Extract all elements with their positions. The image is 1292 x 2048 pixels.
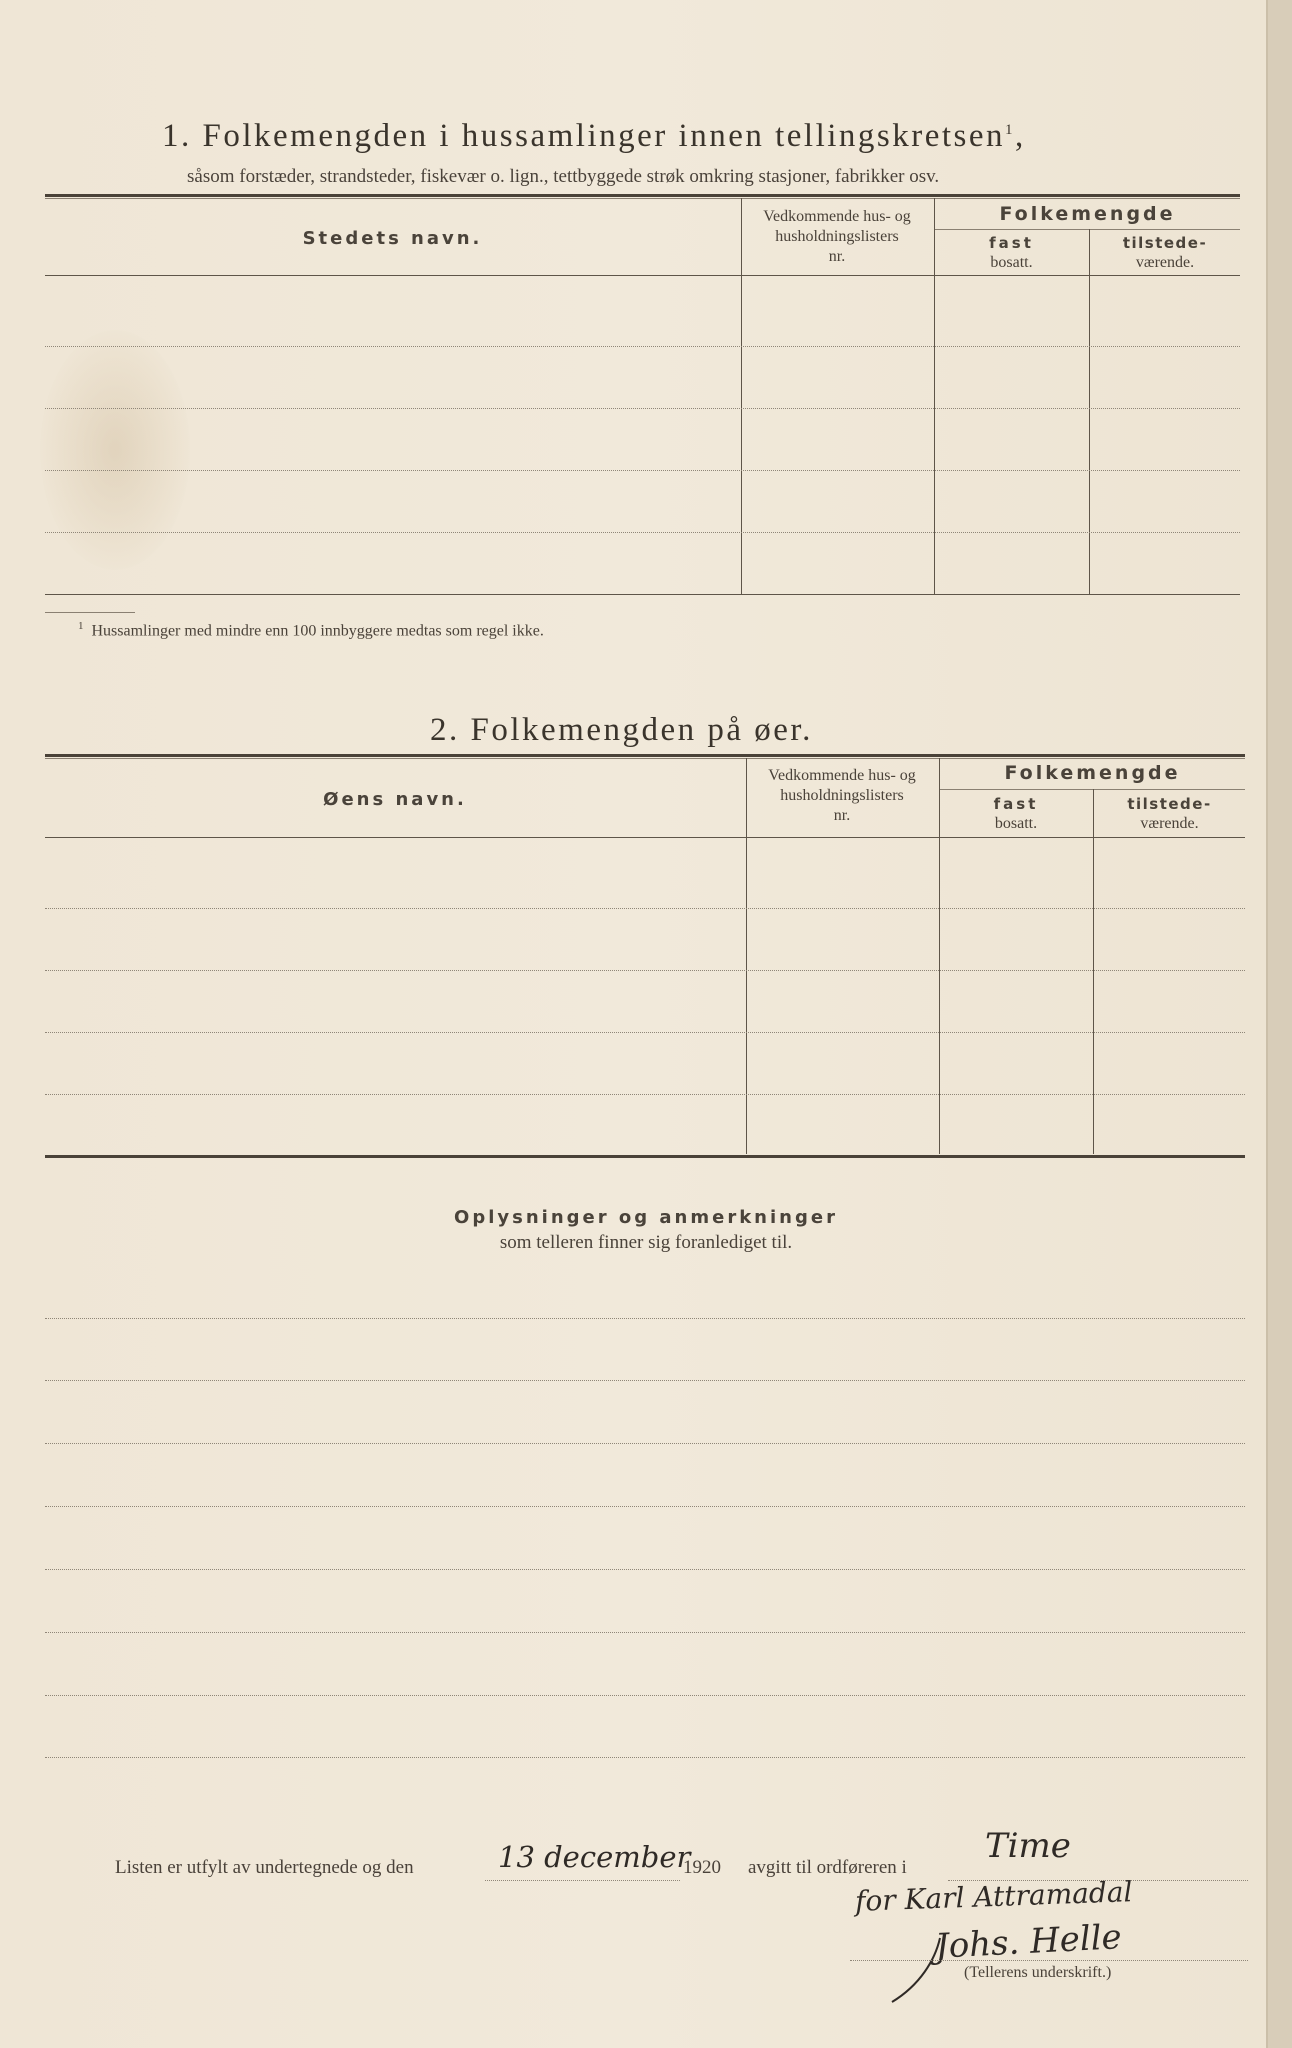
signature-text-before: Listen er utfylt av undertegnede og den — [115, 1857, 414, 1878]
section2-col-tilstede-line2: værende. — [1140, 815, 1199, 832]
paper-stain — [40, 330, 190, 570]
section1-title-text: 1. Folkemengden i hussamlinger innen tellingskretsen — [162, 118, 1006, 154]
section2-col-tilstede — [1094, 794, 1245, 834]
signature-fill-line — [850, 1960, 1248, 1961]
section2-col-place: Øens navn. — [323, 789, 467, 810]
notes-line — [45, 1318, 1245, 1319]
signature-date-hand: 13 december — [498, 1840, 691, 1874]
section1-vline-2 — [934, 198, 935, 594]
notes-line — [45, 1443, 1245, 1444]
section2-row-rule — [45, 1094, 1245, 1095]
date-fill-line — [485, 1880, 680, 1881]
notes-line — [45, 1695, 1245, 1696]
section1-subtitle: såsom forstæder, strandsteder, fiskevær o. lign., tettbyggede strøk omkring stasjoner, fabrikker osv. — [187, 166, 940, 187]
section1-col-list — [742, 207, 932, 267]
section2-col-fast-line1: fast — [993, 795, 1039, 813]
signature-year: 1920 — [683, 1857, 721, 1878]
section1-col-tilstede-line2: værende. — [1135, 254, 1195, 271]
notes-line — [45, 1757, 1245, 1758]
section1-title: 1. Folkemengden i hussamlinger innen tellingskretsen$^1$, — [162, 118, 1026, 154]
section1-vline-1 — [741, 198, 742, 594]
section1-pop-divider — [935, 229, 1240, 230]
signature-sign-hand: Johs. Helle — [934, 1917, 1123, 1967]
section1-row-rule — [45, 346, 1240, 347]
section2-bottom-rule — [45, 1155, 1245, 1158]
section1-row-rule — [45, 470, 1240, 471]
signature-for-hand: for Karl Attramadal — [854, 1875, 1133, 1918]
section1-col-tilstede — [1090, 233, 1240, 273]
section1-col-list-line2: husholdningslisters — [775, 228, 899, 245]
section1-top-rule — [45, 194, 1240, 197]
section1-vline-3 — [1089, 229, 1090, 594]
signature-flourish — [880, 1930, 960, 2010]
section2-col-population: Folkemengde — [1004, 762, 1181, 784]
footnote-separator — [45, 612, 135, 613]
section1-footnote — [78, 620, 544, 640]
section2-col-list-line1: Vedkommende hus- og — [768, 767, 916, 784]
section2-title: 2. Folkemengden på øer. — [430, 712, 813, 748]
section1-col-fast-line1: fast — [989, 234, 1034, 252]
notes-line — [45, 1506, 1245, 1507]
section3-title: Oplysninger og anmerkninger — [454, 1207, 838, 1228]
section2-header-rule — [45, 837, 1245, 838]
section1-bottom-rule — [45, 594, 1240, 595]
section2-row-rule — [45, 970, 1245, 971]
section3-subtitle: som telleren finner sig foranlediget til. — [499, 1232, 793, 1253]
section1-col-place: Stedets navn. — [302, 228, 483, 249]
section1-top-rule-inner — [45, 198, 1240, 199]
signature-place-hand: Time — [985, 1826, 1071, 1866]
section2-col-fast — [940, 794, 1092, 834]
section1-col-fast-line2: bosatt. — [990, 254, 1033, 271]
signature-caption: (Tellerens underskrift.) — [964, 1964, 1112, 1981]
signature-text-mid: avgitt til ordføreren i — [748, 1857, 907, 1878]
section1-title-footnote-mark: 1 — [1005, 122, 1016, 138]
notes-line — [45, 1569, 1245, 1570]
section2-vline-3 — [1093, 789, 1094, 1154]
section2-col-list-line2: husholdningslisters — [780, 787, 904, 804]
section1-col-tilstede-line1: tilstede- — [1122, 234, 1208, 252]
section2-col-tilstede-line1: tilstede- — [1127, 795, 1212, 813]
section2-col-fast-line2: bosatt. — [994, 815, 1038, 832]
footnote-text: Hussamlinger med mindre enn 100 innbyggere medtas som regel ikke. — [91, 622, 544, 640]
section1-col-list-line1: Vedkommende hus- og — [763, 208, 911, 225]
notes-line — [45, 1632, 1245, 1633]
section2-col-list — [746, 766, 938, 826]
section2-row-rule — [45, 908, 1245, 909]
section1-row-rule — [45, 408, 1240, 409]
section1-row-rule — [45, 532, 1240, 533]
section2-col-list-line3: nr. — [833, 807, 851, 824]
page-edge — [1266, 0, 1292, 2048]
section1-col-population: Folkemengde — [999, 203, 1176, 225]
section1-col-fast — [935, 233, 1088, 273]
section2-top-rule — [45, 754, 1245, 757]
section1-col-list-line3: nr. — [828, 248, 846, 265]
section2-top-rule-inner — [45, 758, 1245, 759]
section2-row-rule — [45, 1032, 1245, 1033]
notes-line — [45, 1380, 1245, 1381]
section1-header-rule — [45, 275, 1240, 276]
footnote-mark: 1 — [78, 620, 84, 632]
